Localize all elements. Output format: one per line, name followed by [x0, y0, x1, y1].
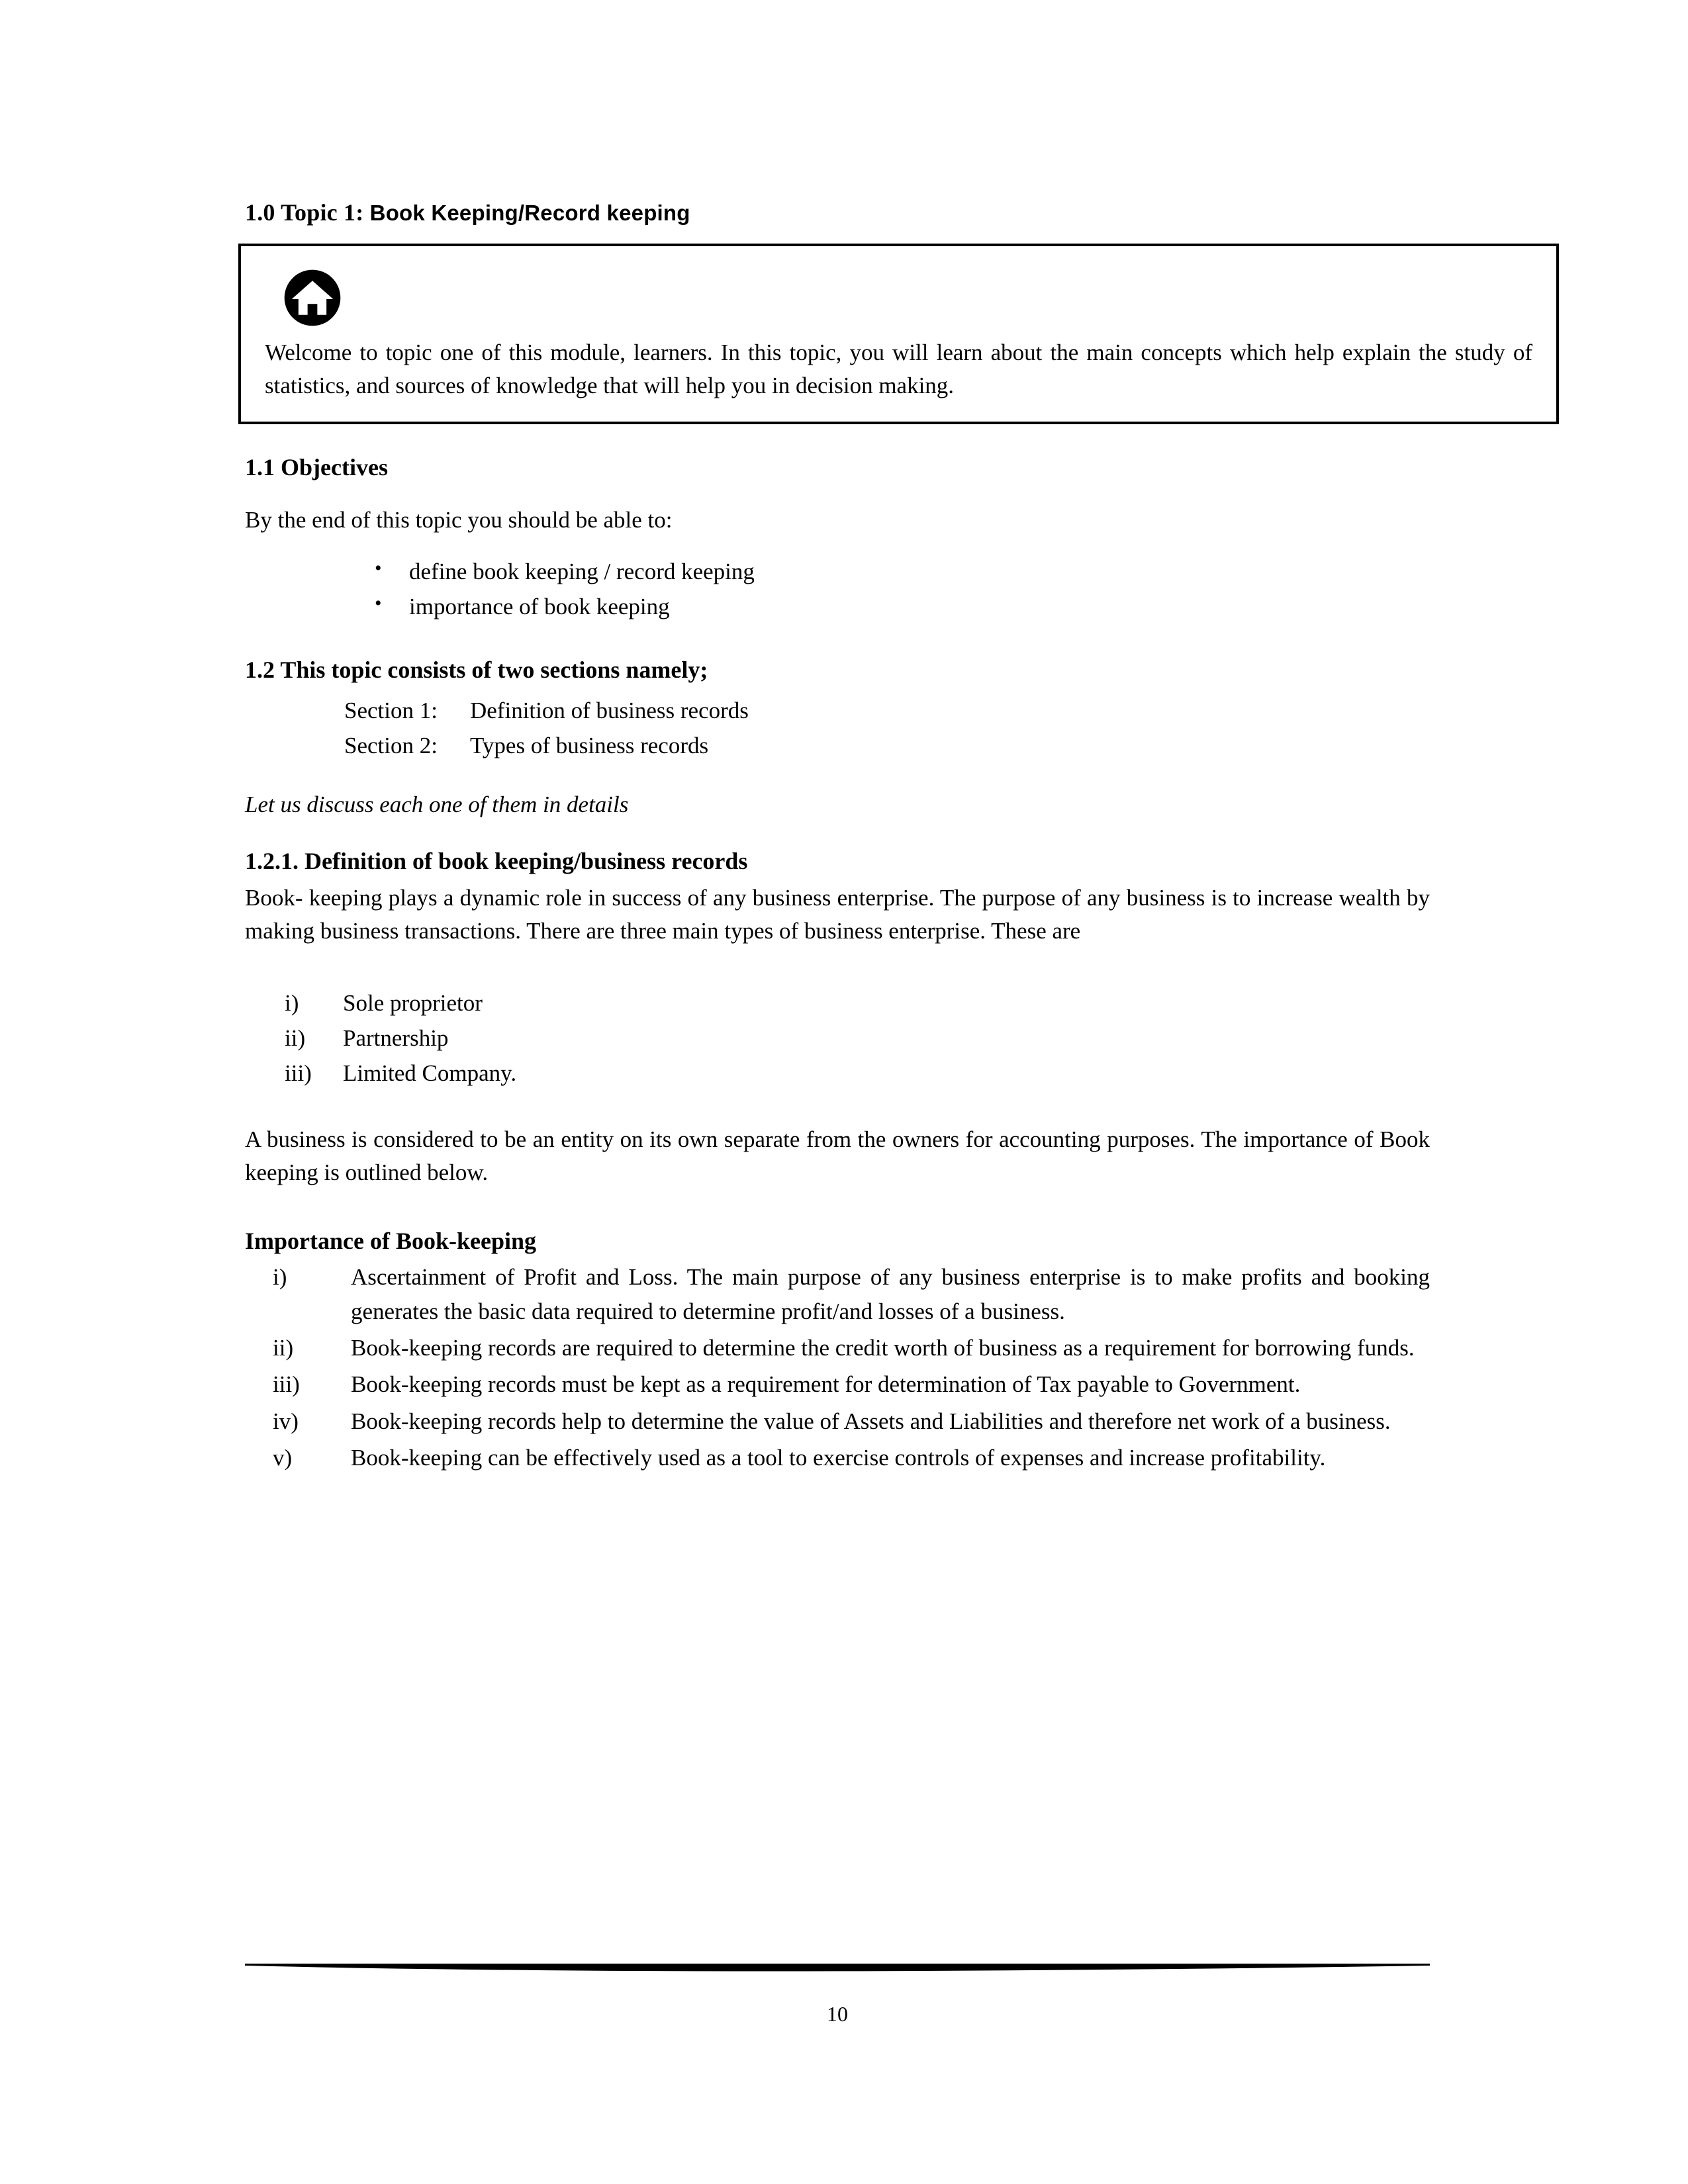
- page-number: 10: [827, 2002, 848, 2026]
- list-item: • define book keeping / record keeping: [245, 555, 1430, 590]
- list-item: [245, 1404, 1430, 1438]
- list-numeral: iii): [285, 1060, 312, 1087]
- topic-heading-title: Book Keeping/Record keeping: [369, 201, 690, 225]
- list-numeral: iii): [273, 1371, 300, 1398]
- intro-callout-box: [238, 244, 1559, 424]
- topic-heading-prefix: 1.0 Topic 1:: [245, 199, 370, 226]
- sections-list: [245, 693, 1430, 763]
- business-types-list: [245, 985, 1430, 1091]
- list-numeral: ii): [273, 1334, 294, 1361]
- list-numeral: iv): [273, 1408, 299, 1434]
- section-text: Types of business records: [470, 733, 709, 759]
- document-body: [245, 199, 1532, 1475]
- list-item: [245, 1260, 1430, 1328]
- section-label: Section 1:: [344, 698, 438, 724]
- importance-heading: Importance of Book-keeping: [245, 1228, 536, 1255]
- section-label: Section 2:: [344, 733, 438, 759]
- list-item: [245, 1056, 1430, 1091]
- intro-text: Welcome to topic one of this module, learners. In this topic, you will learn about the main concepts which help explain the study of statistics, and sources of knowledge that will help you in decision making.: [265, 340, 1532, 398]
- list-text: Ascertainment of Profit and Loss. The main purpose of any business enterprise is to make profits and booking generates the basic data required to determine profit/and losses of a business.: [351, 1264, 1430, 1324]
- section-text: Definition of business records: [470, 698, 749, 724]
- list-text: Partnership: [343, 1025, 449, 1052]
- definition-closing-paragraph: A business is considered to be an entity on its own separate from the owners for accounting purposes. The importance of Book keeping is outlined below.: [245, 1126, 1430, 1186]
- list-item: [245, 1367, 1430, 1401]
- sections-heading: 1.2 This topic consists of two sections namely;: [245, 657, 708, 684]
- definition-heading: 1.2.1. Definition of book keeping/business records: [245, 847, 748, 874]
- home-icon: [282, 267, 343, 328]
- list-item: [245, 1021, 1430, 1056]
- list-item: • importance of book keeping: [245, 590, 1430, 625]
- list-item: [245, 985, 1430, 1021]
- objectives-list: [245, 555, 1430, 624]
- topic-heading: [245, 199, 1430, 226]
- list-text: Book-keeping records help to determine the value of Assets and Liabilities and therefore net work of a business.: [351, 1408, 1391, 1434]
- page-footer: [245, 1962, 1430, 2026]
- list-text: Limited Company.: [343, 1060, 517, 1087]
- list-numeral: ii): [285, 1025, 306, 1052]
- list-item: [344, 693, 1430, 728]
- definition-paragraph: Book- keeping plays a dynamic role in success of any business enterprise. The purpose of any business is to increase wealth by making business transactions. There are three main types of business enterprise. These are: [245, 884, 1430, 944]
- list-numeral: i): [285, 990, 299, 1016]
- objectives-heading: 1.1 Objectives: [245, 454, 388, 481]
- italic-note: Let us discuss each one of them in details: [245, 791, 629, 817]
- list-text: Book-keeping can be effectively used as a tool to exercise controls of expenses and increase profitability.: [351, 1445, 1326, 1471]
- list-numeral: i): [273, 1264, 287, 1291]
- importance-list: [245, 1260, 1430, 1475]
- list-text: Sole proprietor: [343, 990, 483, 1016]
- list-item: [344, 728, 1430, 763]
- list-text: Book-keeping records must be kept as a requirement for determination of Tax payable to Government.: [351, 1371, 1301, 1398]
- list-text: Book-keeping records are required to determine the credit worth of business as a requirement for borrowing funds.: [351, 1334, 1415, 1361]
- list-item: [245, 1331, 1430, 1365]
- list-numeral: v): [273, 1445, 293, 1471]
- list-item: [245, 1441, 1430, 1475]
- objectives-lead: By the end of this topic you should be able to:: [245, 507, 673, 533]
- footer-divider: [245, 1962, 1430, 1977]
